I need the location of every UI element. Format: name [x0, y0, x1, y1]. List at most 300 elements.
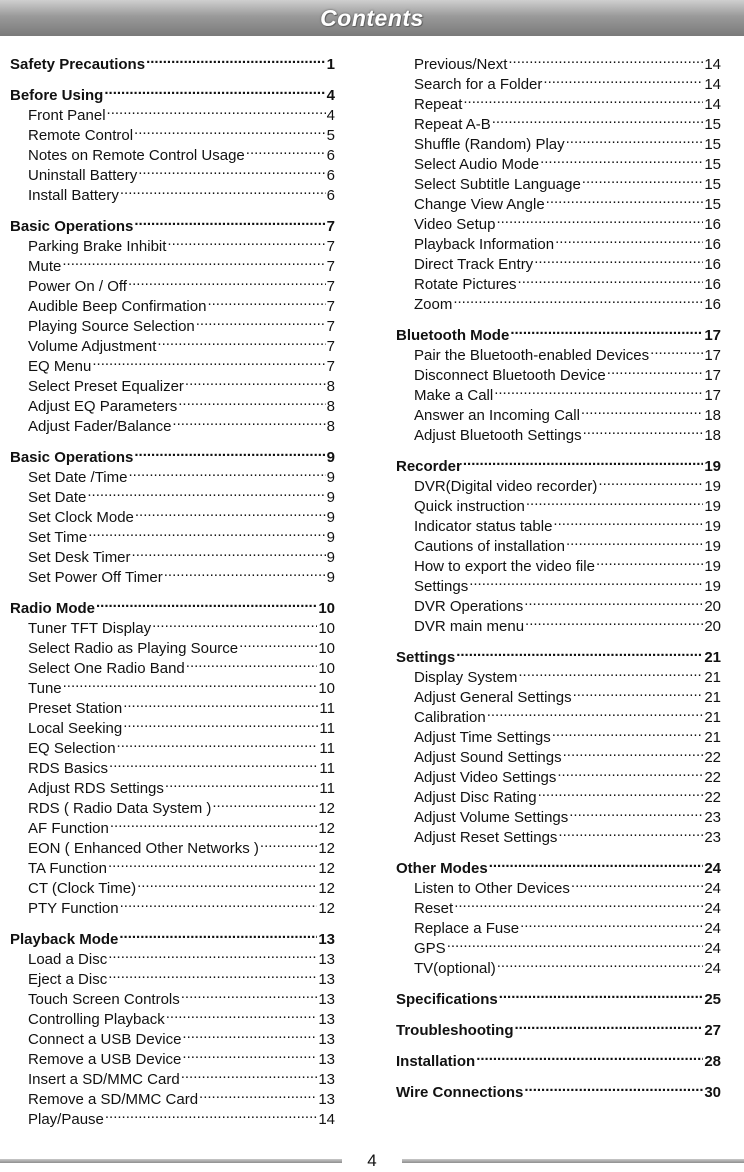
dot-leader — [463, 89, 703, 109]
toc-entry-title: Adjust Fader/Balance — [28, 418, 172, 435]
toc-page-number: 15 — [704, 136, 721, 153]
toc-entry-title: Select Preset Equalizer — [28, 378, 184, 395]
dot-leader — [453, 289, 703, 309]
toc-entry-title: Adjust General Settings — [414, 689, 572, 706]
toc-page-number: 8 — [326, 418, 335, 435]
toc-section-heading[interactable] — [10, 442, 335, 466]
dot-leader — [199, 1084, 317, 1104]
dot-leader — [571, 873, 703, 893]
dot-leader — [62, 251, 325, 271]
toc-entry-title: Bluetooth Mode — [396, 327, 510, 344]
toc-page-number: 7 — [326, 298, 335, 315]
dot-leader — [152, 613, 317, 633]
toc-page-number: 4 — [326, 107, 335, 124]
toc-entry-title: DVR main menu — [414, 618, 525, 635]
toc-page-number: 24 — [704, 940, 721, 957]
toc-page-number: 19 — [704, 478, 721, 495]
toc-page-number: 13 — [318, 951, 335, 968]
toc-page-number: 6 — [326, 187, 335, 204]
toc-entry-title: Select Radio as Playing Source — [28, 640, 239, 657]
toc-page-number: 11 — [319, 760, 335, 777]
dot-leader — [552, 722, 704, 742]
dot-leader — [134, 120, 326, 140]
toc-section-heading[interactable] — [396, 1077, 721, 1101]
dot-leader — [108, 944, 317, 964]
dot-leader — [508, 49, 703, 69]
dot-leader — [515, 1015, 704, 1035]
dot-leader — [487, 702, 704, 722]
dot-leader — [650, 340, 703, 360]
toc-page-number: 13 — [318, 971, 335, 988]
toc-entry-title: Pair the Bluetooth-enabled Devices — [414, 347, 650, 364]
toc-entry-title: Local Seeking — [28, 720, 123, 737]
toc-entry-title: Set Date /Time — [28, 469, 128, 486]
toc-page-number: 21 — [704, 689, 721, 706]
dot-leader — [582, 169, 704, 189]
dot-leader — [185, 371, 326, 391]
toc-entry-title: Disconnect Bluetooth Device — [414, 367, 606, 384]
toc-entry-title: How to export the video file — [414, 558, 595, 575]
toc-entry-title: EQ Selection — [28, 740, 116, 757]
toc-entry-title: Set Date — [28, 489, 87, 506]
toc-page-number: 13 — [318, 1011, 335, 1028]
dot-leader — [497, 953, 704, 973]
toc-page-number: 17 — [704, 347, 721, 364]
toc-page-number: 7 — [326, 338, 335, 355]
toc-entry-title: Select One Radio Band — [28, 660, 185, 677]
dot-leader — [119, 924, 317, 944]
toc-page-number: 13 — [318, 1091, 335, 1108]
toc-page-number: 6 — [326, 147, 335, 164]
toc-entry-title: Tuner TFT Display — [28, 620, 152, 637]
toc-page-number: 10 — [318, 620, 335, 637]
dot-leader — [520, 913, 703, 933]
toc-page-number: 11 — [319, 780, 335, 797]
toc-section-heading[interactable] — [396, 1046, 721, 1070]
toc-page-number: 9 — [326, 509, 335, 526]
toc-entry-title: Specifications — [396, 991, 498, 1008]
dot-leader — [469, 571, 703, 591]
toc-section-heading[interactable] — [396, 984, 721, 1008]
toc-entry-title: Playback Information — [414, 236, 555, 253]
dot-leader — [137, 873, 317, 893]
toc-entry-title: Select Audio Mode — [414, 156, 540, 173]
toc-page-number: 11 — [319, 740, 335, 757]
toc-entry-title: Search for a Folder — [414, 76, 543, 93]
toc-entry-title: Touch Screen Controls — [28, 991, 180, 1008]
toc-entry-title: Eject a Disc — [28, 971, 108, 988]
toc-entry-title: Power On / Off — [28, 278, 127, 295]
toc-page-number: 30 — [704, 1084, 721, 1101]
footer-rule-left — [0, 1159, 342, 1163]
dot-leader — [105, 1104, 317, 1124]
toc-page-number: 7 — [326, 278, 335, 295]
toc-page-number: 25 — [704, 991, 721, 1008]
toc-entry[interactable] — [396, 49, 721, 73]
dot-leader — [87, 482, 325, 502]
dot-leader — [239, 633, 317, 653]
dot-leader — [546, 189, 704, 209]
toc-entry-title: Preset Station — [28, 700, 123, 717]
dot-leader — [110, 813, 317, 833]
toc-entry-title: Listen to Other Devices — [414, 880, 570, 897]
dot-leader — [566, 129, 704, 149]
toc-entry-title: Load a Disc — [28, 951, 108, 968]
toc-page-number: 9 — [326, 569, 335, 586]
dot-leader — [117, 733, 319, 753]
toc-entry-title: Playing Source Selection — [28, 318, 195, 335]
toc-entry-title: Indicator status table — [414, 518, 553, 535]
toc-page-number: 19 — [704, 458, 721, 475]
dot-leader — [524, 591, 703, 611]
toc-page-number: 10 — [318, 680, 335, 697]
toc-page-number: 21 — [704, 669, 721, 686]
toc-page-number: 23 — [704, 829, 721, 846]
toc-section-heading[interactable] — [10, 80, 335, 104]
toc-page-number: 21 — [704, 729, 721, 746]
toc-entry-title: Quick instruction — [414, 498, 525, 515]
dot-leader — [525, 611, 703, 631]
dot-leader — [212, 793, 317, 813]
dot-leader — [157, 331, 325, 351]
toc-entry-title: Tune — [28, 680, 62, 697]
toc-entry-title: Answer an Incoming Call — [414, 407, 580, 424]
toc-page-number: 15 — [704, 196, 721, 213]
toc-page-number: 10 — [318, 600, 335, 617]
toc-entry-title: Change View Angle — [414, 196, 545, 213]
dot-leader — [526, 491, 703, 511]
dot-leader — [108, 853, 317, 873]
toc-page-number: 17 — [704, 327, 721, 344]
dot-leader — [581, 400, 703, 420]
toc-page-number: 24 — [704, 960, 721, 977]
toc-entry-title: Adjust Bluetooth Settings — [414, 427, 582, 444]
toc-entry-title: PTY Function — [28, 900, 119, 917]
dot-leader — [518, 662, 703, 682]
dot-leader — [108, 964, 317, 984]
toc-column-left — [10, 49, 335, 1128]
toc-entry-title: Controlling Playback — [28, 1011, 165, 1028]
toc-page-number: 20 — [704, 598, 721, 615]
toc-entry-title: GPS — [414, 940, 446, 957]
toc-page-number: 13 — [318, 1051, 335, 1068]
toc-section-heading[interactable] — [396, 853, 721, 877]
toc-entry-title: Replace a Fuse — [414, 920, 520, 937]
toc-page-number: 10 — [318, 660, 335, 677]
dot-leader — [476, 1046, 703, 1066]
dot-leader — [138, 160, 325, 180]
dot-leader — [569, 802, 703, 822]
dot-leader — [128, 462, 325, 482]
dot-leader — [178, 391, 325, 411]
dot-leader — [518, 269, 704, 289]
toc-page-number: 18 — [704, 407, 721, 424]
dot-leader — [454, 893, 703, 913]
toc-section-heading[interactable] — [396, 1015, 721, 1039]
page-title: Contents — [320, 4, 424, 31]
dot-leader — [196, 311, 326, 331]
toc-entry-title: Play/Pause — [28, 1111, 104, 1128]
toc-page-number: 15 — [704, 176, 721, 193]
dot-leader — [563, 742, 704, 762]
dot-leader — [123, 693, 318, 713]
toc-entry-title: Select Subtitle Language — [414, 176, 581, 193]
toc-entry-title: Adjust Volume Settings — [414, 809, 569, 826]
toc-entry-title: Zoom — [414, 296, 453, 313]
toc-page-number: 24 — [704, 880, 721, 897]
toc-entry-title: RDS Basics — [28, 760, 109, 777]
toc-page-number: 22 — [704, 789, 721, 806]
toc-entry-title: DVR(Digital video recorder) — [414, 478, 598, 495]
toc-entry-title: AF Function — [28, 820, 109, 837]
toc-entry-title: Basic Operations — [10, 218, 134, 235]
toc-entry-title: Set Power Off Timer — [28, 569, 163, 586]
toc-page-number: 21 — [704, 649, 721, 666]
toc-entry-title: Wire Connections — [396, 1084, 524, 1101]
contents-banner — [0, 0, 744, 36]
toc-page-number: 13 — [318, 931, 335, 948]
toc-page-number: 15 — [704, 116, 721, 133]
toc-page-number: 8 — [326, 378, 335, 395]
toc-entry-title: Safety Precautions — [10, 56, 146, 73]
toc-entry-title: TA Function — [28, 860, 107, 877]
toc-entry-title: Adjust Video Settings — [414, 769, 557, 786]
toc-page-number: 12 — [318, 840, 335, 857]
toc-entry-title: Shuffle (Random) Play — [414, 136, 565, 153]
dot-leader — [246, 140, 326, 160]
dot-leader — [534, 249, 703, 269]
toc-page-number: 7 — [326, 318, 335, 335]
toc-entry-title: Adjust Disc Rating — [414, 789, 537, 806]
dot-leader — [132, 542, 326, 562]
toc-entry-title: Display System — [414, 669, 518, 686]
toc-entry-title: Adjust Sound Settings — [414, 749, 562, 766]
dot-leader — [92, 351, 325, 371]
toc-page-number: 14 — [704, 76, 721, 93]
toc-entry-title: Settings — [414, 578, 469, 595]
toc-entry-title: Playback Mode — [10, 931, 119, 948]
toc-page-number: 21 — [704, 709, 721, 726]
toc-entry-title: Before Using — [10, 87, 104, 104]
dot-leader — [172, 411, 325, 431]
toc-page-number: 14 — [318, 1111, 335, 1128]
dot-leader — [598, 471, 703, 491]
toc-entry-title: Installation — [396, 1053, 476, 1070]
toc-page-number: 20 — [704, 618, 721, 635]
toc-page-number: 11 — [319, 720, 335, 737]
toc-page-number: 17 — [704, 387, 721, 404]
toc-entry-title: Direct Track Entry — [414, 256, 534, 273]
dot-leader — [540, 149, 703, 169]
dot-leader — [496, 209, 703, 229]
toc-entry-title: Rotate Pictures — [414, 276, 517, 293]
dot-leader — [489, 853, 704, 873]
dot-leader — [557, 762, 703, 782]
dot-leader — [543, 69, 703, 89]
dot-leader — [463, 451, 703, 471]
toc-page-number: 12 — [318, 880, 335, 897]
toc-entry-title: Previous/Next — [414, 56, 508, 73]
toc-page-number: 18 — [704, 427, 721, 444]
dot-leader — [167, 231, 325, 251]
dot-leader — [181, 1064, 318, 1084]
toc-page-number: 9 — [326, 489, 335, 506]
dot-leader — [104, 80, 325, 100]
toc-entry-title: Connect a USB Device — [28, 1031, 182, 1048]
toc-page-number: 12 — [318, 860, 335, 877]
dot-leader — [181, 984, 318, 1004]
toc-page-number: 19 — [704, 498, 721, 515]
toc-entry-title: Recorder — [396, 458, 462, 475]
dot-leader — [447, 933, 704, 953]
toc-entry-title: Repeat A-B — [414, 116, 491, 133]
dot-leader — [494, 380, 703, 400]
toc-entry-title: RDS ( Radio Data System ) — [28, 800, 212, 817]
dot-leader — [120, 180, 326, 200]
toc-entry-title: Basic Operations — [10, 449, 134, 466]
toc-page-number: 23 — [704, 809, 721, 826]
toc-page-number: 17 — [704, 367, 721, 384]
toc-page-number: 7 — [326, 258, 335, 275]
toc-entry-title: Adjust EQ Parameters — [28, 398, 178, 415]
toc-entry-title: Cautions of installation — [414, 538, 565, 555]
toc-page-number: 13 — [318, 991, 335, 1008]
dot-leader — [123, 713, 318, 733]
toc-page-number: 22 — [704, 769, 721, 786]
toc-section-heading[interactable] — [10, 49, 335, 73]
toc-entry-title: Set Time — [28, 529, 88, 546]
toc-entry-title: Calibration — [414, 709, 486, 726]
toc-page-number: 9 — [326, 529, 335, 546]
toc-page-number: 9 — [326, 549, 335, 566]
toc-page-number: 19 — [704, 558, 721, 575]
toc-entry-title: Uninstall Battery — [28, 167, 138, 184]
toc-entry-title: Front Panel — [28, 107, 106, 124]
dot-leader — [607, 360, 704, 380]
toc-entry-title: Repeat — [414, 96, 463, 113]
toc-page-number: 10 — [318, 640, 335, 657]
toc-entry-title: Install Battery — [28, 187, 119, 204]
dot-leader — [492, 109, 704, 129]
toc-entry-title: Troubleshooting — [396, 1022, 514, 1039]
toc-entry-title: Reset — [414, 900, 454, 917]
toc-entry-title: Remote Control — [28, 127, 134, 144]
toc-entry-title: Settings — [396, 649, 456, 666]
toc-entry-title: Remove a USB Device — [28, 1051, 182, 1068]
dot-leader — [558, 822, 703, 842]
toc-entry-title: Adjust RDS Settings — [28, 780, 164, 797]
dot-leader — [456, 642, 703, 662]
dot-leader — [134, 442, 325, 462]
toc-page-number: 16 — [704, 256, 721, 273]
toc-entry-title: Set Clock Mode — [28, 509, 134, 526]
page-number: 4 — [367, 1151, 377, 1170]
dot-leader — [134, 211, 325, 231]
toc-page-number: 9 — [326, 469, 335, 486]
toc-page-number: 12 — [318, 820, 335, 837]
page-footer — [0, 1150, 744, 1168]
toc-entry-title: Remove a SD/MMC Card — [28, 1091, 199, 1108]
dot-leader — [165, 773, 319, 793]
toc-section-heading[interactable] — [396, 451, 721, 475]
dot-leader — [135, 502, 326, 522]
toc-page-number: 19 — [704, 578, 721, 595]
dot-leader — [566, 531, 703, 551]
toc-page-number: 12 — [318, 800, 335, 817]
dot-leader — [260, 833, 317, 853]
toc-page-number: 16 — [704, 236, 721, 253]
toc-page-number: 5 — [326, 127, 335, 144]
toc-page-number: 15 — [704, 156, 721, 173]
toc-page-number: 8 — [326, 398, 335, 415]
toc-entry-title: Mute — [28, 258, 62, 275]
dot-leader — [128, 271, 326, 291]
toc-entry-title: Volume Adjustment — [28, 338, 157, 355]
dot-leader — [583, 420, 704, 440]
toc-section-heading[interactable] — [396, 320, 721, 344]
toc-entry-title: Radio Mode — [10, 600, 95, 617]
toc-page-number: 24 — [704, 860, 721, 877]
toc-page-number: 16 — [704, 296, 721, 313]
dot-leader — [166, 1004, 318, 1024]
toc-page-number: 22 — [704, 749, 721, 766]
toc-page-number: 7 — [326, 218, 335, 235]
dot-leader — [207, 291, 325, 311]
toc-section-heading[interactable] — [396, 642, 721, 666]
toc-entry-title: Adjust Time Settings — [414, 729, 551, 746]
dot-leader — [182, 1024, 317, 1044]
dot-leader — [63, 673, 318, 693]
toc-page-number: 24 — [704, 920, 721, 937]
toc-page-number: 13 — [318, 1071, 335, 1088]
toc-page-number: 12 — [318, 900, 335, 917]
toc-page-number: 13 — [318, 1031, 335, 1048]
toc-page-number: 24 — [704, 900, 721, 917]
dot-leader — [96, 593, 317, 613]
dot-leader — [120, 893, 318, 913]
toc-page-number: 16 — [704, 216, 721, 233]
dot-leader — [186, 653, 318, 673]
toc-page-number: 9 — [326, 449, 335, 466]
toc-page-number: 27 — [704, 1022, 721, 1039]
dot-leader — [573, 682, 704, 702]
dot-leader — [553, 511, 703, 531]
toc-page-number: 1 — [326, 56, 335, 73]
footer-rule-right — [402, 1159, 744, 1163]
dot-leader — [499, 984, 704, 1004]
toc-column-right — [396, 49, 721, 1101]
toc-section-heading[interactable] — [10, 211, 335, 235]
toc-page-number: 19 — [704, 538, 721, 555]
toc-entry-title: Notes on Remote Control Usage — [28, 147, 245, 164]
dot-leader — [109, 753, 318, 773]
toc-entry-title: EON ( Enhanced Other Networks ) — [28, 840, 259, 857]
toc-page-number: 14 — [704, 56, 721, 73]
toc-entry-title: DVR Operations — [414, 598, 524, 615]
toc-page-number: 7 — [326, 358, 335, 375]
toc-section-heading[interactable] — [10, 924, 335, 948]
toc-entry-title: Video Setup — [414, 216, 496, 233]
toc-entry-title: Audible Beep Confirmation — [28, 298, 207, 315]
toc-page-number: 11 — [319, 700, 335, 717]
toc-page-number: 6 — [326, 167, 335, 184]
dot-leader — [538, 782, 704, 802]
toc-section-heading[interactable] — [10, 593, 335, 617]
toc-entry-title: CT (Clock Time) — [28, 880, 137, 897]
dot-leader — [596, 551, 703, 571]
toc-entry-title: Adjust Reset Settings — [414, 829, 558, 846]
toc-entry-title: Set Desk Timer — [28, 549, 131, 566]
